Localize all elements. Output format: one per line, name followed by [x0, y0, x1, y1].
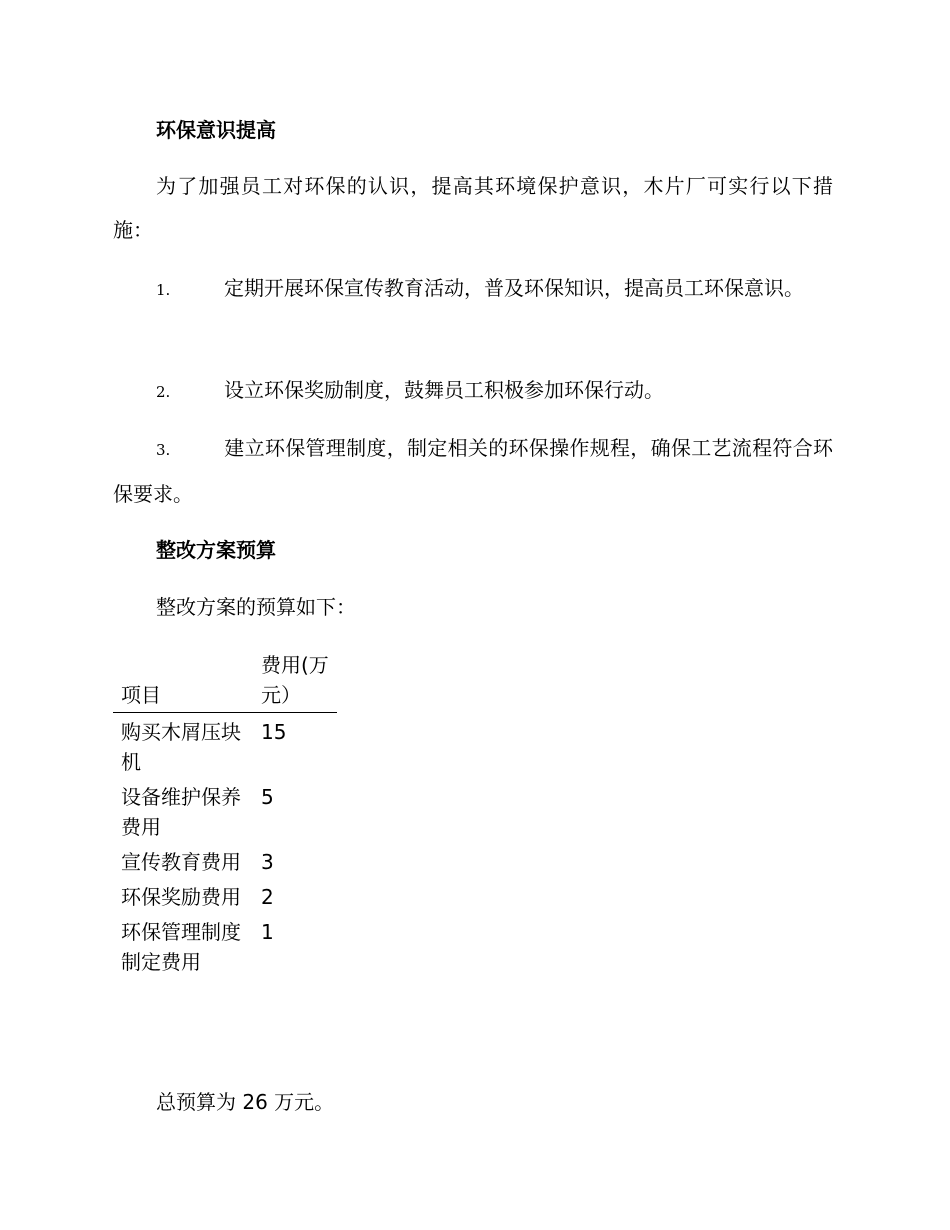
table-cell-item: 环保奖励费用	[121, 885, 241, 909]
total-budget-text: 总预算为 26 万元。	[156, 1090, 335, 1114]
table-cell-item: 宣传教育费用	[121, 850, 241, 874]
list-number: 3.	[156, 441, 171, 459]
document-page	[113, 0, 833, 1230]
measure-item-2	[113, 368, 833, 414]
table-cell-cost: 3	[261, 850, 274, 874]
list-number: 1.	[156, 281, 171, 299]
table-cell-item: 设备维护保养费用	[121, 785, 241, 839]
table-row	[113, 778, 337, 843]
table-row	[113, 913, 337, 978]
measure-item-1	[113, 266, 833, 312]
table-cell-cost: 1	[261, 920, 274, 944]
awareness-intro-paragraph: 为了加强员工对环保的认识，提高其环境保护意识，木片厂可实行以下措施：	[113, 174, 833, 242]
list-item-text: 定期开展环保宣传教育活动，普及环保知识，提高员工环保意识。	[224, 276, 804, 300]
table-header-row	[113, 650, 337, 713]
table-cell-cost: 15	[261, 720, 287, 744]
section-heading-budget: 整改方案预算	[156, 538, 276, 562]
budget-intro-paragraph: 整改方案的预算如下：	[156, 595, 356, 619]
table-header-item: 项目	[121, 683, 161, 707]
measure-item-3	[113, 426, 833, 516]
table-cell-item: 环保管理制度制定费用	[121, 920, 241, 974]
list-number: 2.	[156, 383, 171, 401]
list-item-text: 建立环保管理制度，制定相关的环保操作规程，确保工艺流程符合环保要求。	[113, 436, 833, 506]
section-heading-awareness: 环保意识提高	[156, 118, 276, 142]
table-cell-cost: 5	[261, 785, 274, 809]
table-header-cost: 费用(万元）	[261, 653, 329, 707]
list-item-text: 设立环保奖励制度，鼓舞员工积极参加环保行动。	[224, 378, 664, 402]
table-cell-cost: 2	[261, 885, 274, 909]
budget-table	[113, 650, 337, 978]
table-row	[113, 843, 337, 878]
table-row	[113, 713, 337, 778]
table-row	[113, 878, 337, 913]
table-cell-item: 购买木屑压块机	[121, 720, 241, 774]
